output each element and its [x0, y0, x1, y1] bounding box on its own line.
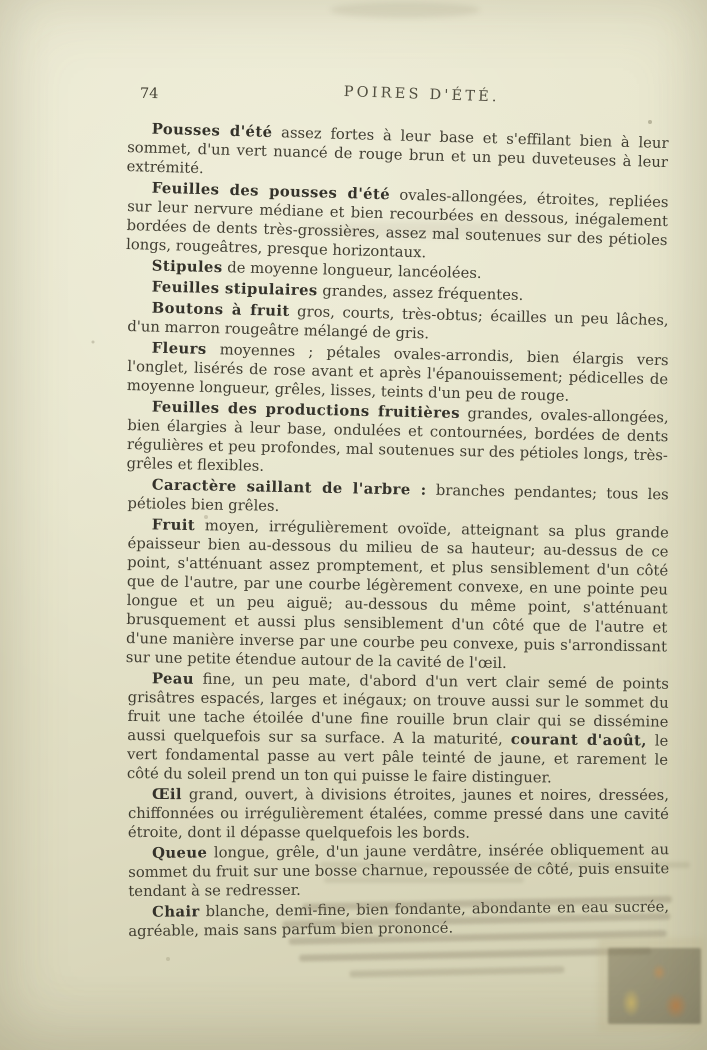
paragraph-feuilles-pousses	[126, 178, 669, 269]
page-header	[128, 84, 668, 106]
paragraph-lead: Fleurs	[151, 339, 207, 358]
paragraph-fleurs	[127, 338, 669, 408]
paragraph-lead: Boutons à fruit	[151, 299, 290, 320]
showthrough-smudge	[330, 2, 480, 18]
paragraph-text: de moyenne longueur, lancéolées.	[222, 259, 482, 283]
paragraph-text: branches pendantes; tous les pétioles bien grêles.	[127, 481, 669, 515]
paragraph-text: moyen, irrégulièrement ovoïde, atteignant sa plus grande épaisseur bien au-dessous du milieu de sa hauteur; au-dessus de ce point, s'atténuant assez promptement, et plus sensiblement d'un côté que de l'autre, par une courbe légèrement convexe, en une pointe peu longue et un peu aiguë; au-dessous du même point, s'atténuant brusquement et aussi plus sensiblement d'un côté que de l'autre et d'une manière inverse par une courbe peu convexe, puis s'arrondissant sur une petite étendue autour de la cavité de l'œil.	[125, 517, 669, 672]
paragraph-lead: Feuilles des pousses d'été	[151, 179, 391, 204]
paper-specks	[0, 0, 2, 2]
paragraph-text: longue, grêle, d'un jaune verdâtre, insérée obliquement au sommet du fruit sur une bosse charnue, repoussée de côté, puis ensuite tendant à se redresser.	[128, 841, 670, 900]
paragraph-text: grand, ouvert, à divisions étroites, jaunes et noires, dressées, chiffonnées ou irrégulièrement étalées, comme pressé dans une cavité étroite, dont il dépasse quelquefois les bords.	[127, 786, 669, 842]
paragraph-lead: Feuilles stipulaires	[151, 278, 318, 300]
paragraph-feuilles-productions	[126, 397, 668, 484]
showthrough-line	[282, 913, 670, 928]
showthrough-line	[349, 966, 564, 978]
paragraph-fruit	[126, 515, 669, 675]
paragraph-text: le vert fondamental passe au vert pâle teinté de jaune, et rarement le côté du soleil prend un ton qui puisse le faire distinguer.	[126, 732, 669, 787]
showthrough-line	[324, 877, 524, 883]
running-title: POIRES D'ÉTÉ.	[343, 84, 500, 106]
paragraph-lead: Chair	[152, 903, 200, 921]
paragraph-text: fine, un peu mate, d'abord d'un vert clair semé de points grisâtres espacés, larges et inégaux; on trouve aussi sur le sommet du fruit une tache étoilée d'une fine rouille brun clair qui se dissémine aussi quelquefois sur sa surface. A la maturité,	[127, 670, 669, 749]
paragraph-lead: Fruit	[151, 516, 196, 535]
paragraph-text: assez fortes à leur base et s'effilant bien à leur sommet, d'un vert nuancé de rouge brun et un peu duveteuses à leur extrémité.	[126, 124, 669, 178]
paragraph-lead: Stipules	[151, 257, 223, 277]
paragraph-text: gros, courts, très-obtus; écailles un peu lâches, d'un marron rougeâtre mélangé de gris.	[127, 302, 669, 343]
paragraph-text: blanche, demi-fine, bien fondante, abondante en eau sucrée, agréable, mais sans parfum bien prononcé.	[128, 898, 670, 940]
paragraph-lead: Pousses d'été	[151, 120, 273, 142]
paragraph-text: grandes, assez fréquentes.	[317, 282, 524, 304]
paragraph-peau	[127, 669, 669, 789]
paragraph-lead: Œil	[151, 786, 182, 804]
page-number: 74	[139, 85, 159, 103]
paragraph-lead: Caractère saillant de l'arbre :	[151, 476, 427, 499]
showthrough-line	[320, 862, 690, 868]
paragraph-lead: Peau	[151, 670, 195, 688]
paragraph-lead: Feuilles des productions fruitières	[151, 398, 461, 422]
paragraph-text: ovales-allongées, étroites, repliées sur leur nervure médiane et bien recourbées en dessous, inégalement bordées de dents très-grossières, assez mal soutenues sur des pétioles longs, rougeâtres, presque horizontaux.	[125, 186, 669, 262]
paragraph-oeil	[128, 785, 669, 843]
showthrough-text-block	[300, 862, 560, 892]
paragraph-text: grandes, ovales-allongées, bien élargies à leur base, ondulées et contournées, bordées de dents régulières et peu profondes, mal soutenues sur des pétioles longs, très-grêles et flexibles.	[126, 404, 669, 475]
paragraph-text: moyennes ; pétales ovales-arrondis, bien élargis vers l'onglet, lisérés de rose avant et après l'épanouissement; pédicelles de moyenne longueur, grêles, lisses, teints d'un peu de rouge.	[126, 340, 669, 405]
inline-bold-maturity-date: courant d'août,	[510, 731, 647, 750]
text-column	[125, 119, 670, 943]
verso-color-plate-showthrough	[608, 948, 701, 1024]
paragraph-lead: Queue	[152, 844, 208, 862]
